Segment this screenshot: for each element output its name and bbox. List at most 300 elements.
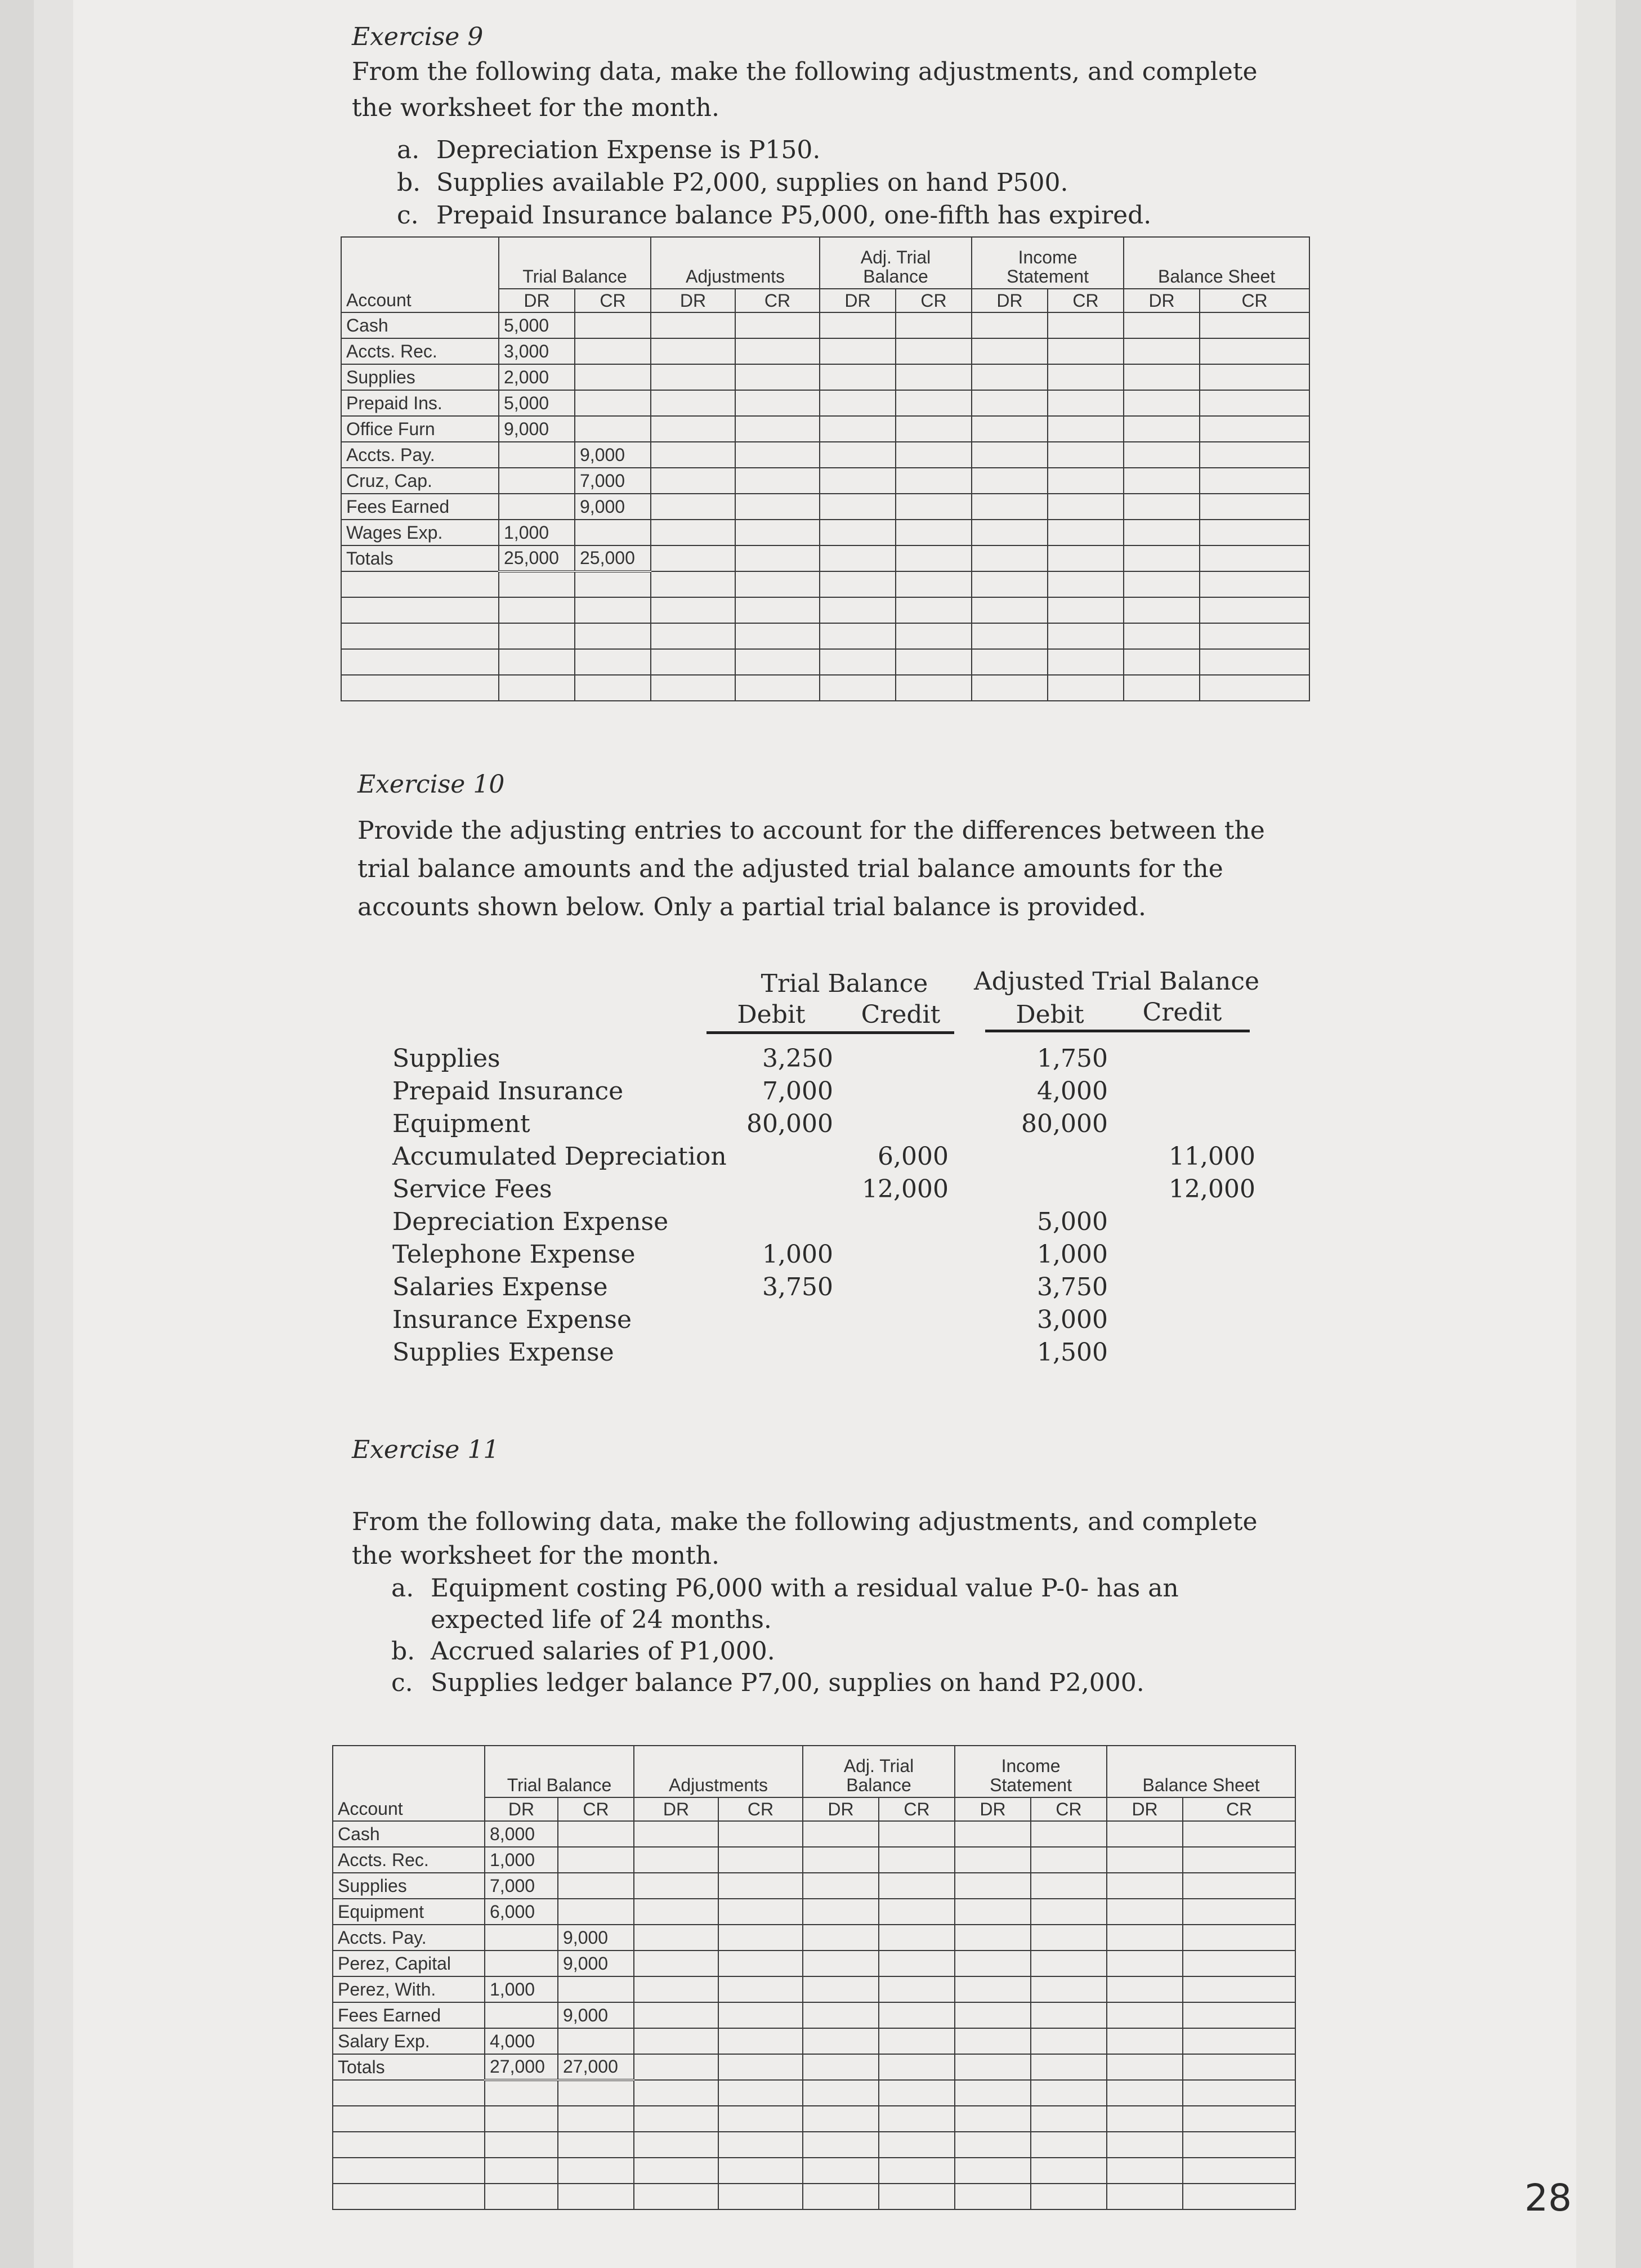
account-name: Service Fees (392, 1175, 552, 1204)
empty-cell (1048, 442, 1124, 468)
empty-cell (879, 2132, 955, 2158)
tb-debit-value: 7,000 (762, 1077, 833, 1106)
empty-cell (718, 1899, 803, 1925)
atb-debit-value: 5,000 (1037, 1207, 1108, 1236)
atb-credit-value: 12,000 (1169, 1175, 1255, 1204)
empty-cell (896, 494, 972, 520)
empty-cell (879, 2158, 955, 2184)
page-left-edge (34, 0, 73, 2268)
empty-cell (718, 1951, 803, 1976)
empty-cell (558, 2132, 634, 2158)
trial-dr-cell: 1,000 (485, 1976, 558, 2002)
cr-header: CR (1183, 1797, 1295, 1821)
trial-cr-cell (558, 1847, 634, 1873)
empty-cell (718, 1821, 803, 1847)
blank-row (333, 2080, 1295, 2106)
empty-cell (896, 597, 972, 623)
empty-cell (955, 1925, 1031, 1951)
empty-cell (1107, 2028, 1183, 2054)
empty-cell (820, 623, 896, 649)
empty-cell (735, 416, 820, 442)
empty-cell (651, 520, 735, 545)
trial-dr-cell (499, 494, 575, 520)
blank-row (341, 571, 1309, 597)
empty-cell (341, 675, 499, 701)
empty-cell (803, 2158, 879, 2184)
table-row (333, 1925, 1295, 1951)
empty-cell (1031, 1847, 1107, 1873)
empty-cell (735, 571, 820, 597)
empty-cell (955, 1951, 1031, 1976)
empty-cell (558, 2184, 634, 2209)
empty-cell (820, 338, 896, 364)
trial-dr-cell: 8,000 (485, 1821, 558, 1847)
empty-cell (718, 2028, 803, 2054)
adjustments-header: Adjustments (634, 1746, 803, 1797)
empty-cell (499, 649, 575, 675)
empty-cell (1031, 2158, 1107, 2184)
empty-cell (341, 649, 499, 675)
trial-cr-cell: 27,000 (558, 2054, 634, 2080)
empty-cell (1107, 2054, 1183, 2080)
trial-dr-cell (485, 1951, 558, 1976)
blank-row (333, 2106, 1295, 2132)
balance-sheet-header: Balance Sheet (1124, 237, 1309, 289)
empty-cell (955, 2054, 1031, 2080)
empty-cell (820, 520, 896, 545)
empty-cell (333, 2106, 485, 2132)
table-row (341, 520, 1309, 545)
empty-cell (1107, 2080, 1183, 2106)
trial-dr-cell (485, 1925, 558, 1951)
empty-cell (735, 545, 820, 571)
table-row (333, 1899, 1295, 1925)
empty-cell (1124, 494, 1200, 520)
balance-sheet-header: Balance Sheet (1107, 1746, 1295, 1797)
empty-cell (1183, 2028, 1295, 2054)
tb-credit-header: Credit (861, 1000, 941, 1029)
account-cell: Office Furn (341, 416, 499, 442)
empty-cell (1031, 2080, 1107, 2106)
income-statement-header (972, 237, 1124, 289)
empty-cell (896, 571, 972, 597)
trial-balance-header: Trial Balance (485, 1746, 634, 1797)
cr-header: CR (1048, 289, 1124, 312)
empty-cell (820, 675, 896, 701)
page-number: 28 (1524, 2176, 1572, 2220)
empty-cell (718, 1976, 803, 2002)
empty-cell (735, 520, 820, 545)
trial-dr-cell (499, 468, 575, 494)
empty-cell (1031, 2002, 1107, 2028)
atb-debit-value: 1,000 (1037, 1240, 1108, 1269)
trial-dr-cell: 7,000 (485, 1873, 558, 1899)
empty-cell (972, 623, 1048, 649)
empty-cell (1124, 520, 1200, 545)
empty-cell (879, 1873, 955, 1899)
empty-cell (1183, 1847, 1295, 1873)
empty-cell (955, 1976, 1031, 2002)
empty-cell (1200, 468, 1309, 494)
empty-cell (634, 1847, 718, 1873)
empty-cell (575, 571, 651, 597)
empty-cell (972, 390, 1048, 416)
table-row (333, 2002, 1295, 2028)
empty-cell (1183, 2106, 1295, 2132)
empty-cell (803, 2132, 879, 2158)
tb-credit-value: 6,000 (878, 1142, 949, 1171)
empty-cell (955, 2002, 1031, 2028)
empty-cell (333, 2158, 485, 2184)
empty-cell (1183, 2054, 1295, 2080)
empty-cell (1124, 338, 1200, 364)
exercise-10-title: Exercise 10 (357, 770, 505, 799)
empty-cell (485, 2080, 558, 2106)
empty-cell (896, 675, 972, 701)
empty-cell (972, 364, 1048, 390)
exercise-9-worksheet (341, 236, 1310, 701)
instruction-line: the worksheet for the month. (352, 93, 719, 122)
trial-dr-cell: 2,000 (499, 364, 575, 390)
page-right-edge (1576, 0, 1616, 2268)
empty-cell (955, 1821, 1031, 1847)
cr-header: CR (575, 289, 651, 312)
blank-row (333, 2184, 1295, 2209)
table-row (341, 338, 1309, 364)
trial-cr-cell: 7,000 (575, 468, 651, 494)
cr-header: CR (735, 289, 820, 312)
empty-cell (879, 1899, 955, 1925)
empty-cell (333, 2080, 485, 2106)
empty-cell (634, 2106, 718, 2132)
empty-cell (1183, 1873, 1295, 1899)
empty-cell (634, 1821, 718, 1847)
empty-cell (1200, 494, 1309, 520)
tb-credit-value: 12,000 (862, 1175, 949, 1204)
empty-cell (1048, 312, 1124, 338)
table-row (333, 1847, 1295, 1873)
empty-cell (879, 2106, 955, 2132)
atb-debit-header: Debit (1016, 1000, 1084, 1029)
empty-cell (820, 416, 896, 442)
empty-cell (634, 1899, 718, 1925)
empty-cell (896, 338, 972, 364)
empty-cell (1031, 1951, 1107, 1976)
account-cell: Prepaid Ins. (341, 390, 499, 416)
empty-cell (575, 675, 651, 701)
account-name: Accumulated Depreciation (392, 1142, 727, 1171)
empty-cell (879, 1925, 955, 1951)
empty-cell (651, 468, 735, 494)
empty-cell (1107, 2002, 1183, 2028)
dr-header: DR (651, 289, 735, 312)
table-row (333, 1873, 1295, 1899)
empty-cell (634, 2158, 718, 2184)
dr-header: DR (634, 1797, 718, 1821)
table-row (333, 2054, 1295, 2080)
account-cell: Accts. Rec. (333, 1847, 485, 1873)
worksheet-header-row (341, 237, 1309, 289)
empty-cell (485, 2184, 558, 2209)
trial-cr-cell (575, 364, 651, 390)
empty-cell (955, 2080, 1031, 2106)
atb-debit-value: 3,750 (1037, 1273, 1108, 1301)
empty-cell (803, 2106, 879, 2132)
account-cell: Salary Exp. (333, 2028, 485, 2054)
empty-cell (879, 1951, 955, 1976)
empty-cell (972, 494, 1048, 520)
account-cell: Supplies (341, 364, 499, 390)
empty-cell (1124, 364, 1200, 390)
empty-cell (651, 545, 735, 571)
page-sheet (34, 0, 1616, 2268)
account-cell: Fees Earned (333, 2002, 485, 2028)
empty-cell (972, 545, 1048, 571)
empty-cell (499, 597, 575, 623)
table-row (333, 1951, 1295, 1976)
trial-dr-cell: 27,000 (485, 2054, 558, 2080)
trial-cr-cell (558, 1821, 634, 1847)
empty-cell (1124, 312, 1200, 338)
empty-cell (499, 675, 575, 701)
empty-cell (1031, 1976, 1107, 2002)
empty-cell (1124, 442, 1200, 468)
empty-cell (1107, 1976, 1183, 2002)
empty-cell (803, 2080, 879, 2106)
blank-row (341, 649, 1309, 675)
empty-cell (341, 623, 499, 649)
empty-cell (1200, 675, 1309, 701)
empty-cell (651, 338, 735, 364)
empty-cell (879, 1847, 955, 1873)
adj-trial-balance-header (820, 237, 972, 289)
adjustments-header: Adjustments (651, 237, 820, 289)
empty-cell (575, 649, 651, 675)
cr-header: CR (718, 1797, 803, 1821)
empty-cell (1107, 1899, 1183, 1925)
empty-cell (1124, 545, 1200, 571)
account-name: Supplies Expense (392, 1338, 614, 1367)
empty-cell (896, 649, 972, 675)
account-header: Account (341, 237, 499, 312)
empty-cell (1048, 494, 1124, 520)
exercise-10-instructions (357, 812, 1265, 927)
tb-debit-value: 3,750 (762, 1273, 833, 1301)
empty-cell (896, 520, 972, 545)
empty-cell (1048, 649, 1124, 675)
empty-cell (1031, 2028, 1107, 2054)
empty-cell (1183, 2002, 1295, 2028)
empty-cell (896, 442, 972, 468)
empty-cell (1200, 338, 1309, 364)
empty-cell (1031, 2106, 1107, 2132)
empty-cell (1048, 390, 1124, 416)
empty-cell (879, 2028, 955, 2054)
trial-dr-cell: 3,000 (499, 338, 575, 364)
empty-cell (1124, 675, 1200, 701)
item-b: b. Accrued salaries of P1,000. (391, 1637, 775, 1666)
atb-debit-value: 80,000 (1021, 1110, 1108, 1138)
account-cell: Wages Exp. (341, 520, 499, 545)
empty-cell (972, 597, 1048, 623)
trial-balance-header: Trial Balance (761, 969, 928, 998)
instruction-line: accounts shown below. Only a partial trial balance is provided. (357, 893, 1146, 921)
empty-cell (1031, 1899, 1107, 1925)
empty-cell (1048, 520, 1124, 545)
trial-dr-cell: 1,000 (499, 520, 575, 545)
trial-balance-rule (707, 1031, 954, 1034)
empty-cell (803, 2054, 879, 2080)
empty-cell (1183, 2132, 1295, 2158)
empty-cell (718, 2184, 803, 2209)
trial-cr-cell: 9,000 (558, 1951, 634, 1976)
account-cell: Cash (341, 312, 499, 338)
empty-cell (955, 2028, 1031, 2054)
dr-header: DR (1107, 1797, 1183, 1821)
trial-balance-header: Trial Balance (499, 237, 651, 289)
empty-cell (820, 545, 896, 571)
empty-cell (972, 442, 1048, 468)
empty-cell (485, 2158, 558, 2184)
empty-cell (955, 1899, 1031, 1925)
empty-cell (499, 571, 575, 597)
empty-cell (1124, 623, 1200, 649)
exercise-9-title: Exercise 9 (352, 23, 484, 51)
empty-cell (1107, 2132, 1183, 2158)
tb-debit-value: 1,000 (762, 1240, 833, 1269)
empty-cell (1107, 1847, 1183, 1873)
cr-header: CR (558, 1797, 634, 1821)
instruction-line: From the following data, make the following adjustments, and complete (352, 1507, 1258, 1536)
empty-cell (972, 312, 1048, 338)
atb-credit-value: 11,000 (1169, 1142, 1255, 1171)
account-name: Salaries Expense (392, 1273, 608, 1301)
empty-cell (820, 390, 896, 416)
empty-cell (879, 2054, 955, 2080)
empty-cell (820, 597, 896, 623)
dr-header: DR (1124, 289, 1200, 312)
blank-row (341, 597, 1309, 623)
empty-cell (634, 1976, 718, 2002)
empty-cell (735, 675, 820, 701)
trial-dr-cell: 9,000 (499, 416, 575, 442)
empty-cell (1124, 571, 1200, 597)
empty-cell (634, 2054, 718, 2080)
cr-header: CR (879, 1797, 955, 1821)
empty-cell (820, 364, 896, 390)
empty-cell (1124, 649, 1200, 675)
empty-cell (972, 675, 1048, 701)
empty-cell (820, 312, 896, 338)
atb-debit-value: 1,500 (1037, 1338, 1108, 1367)
empty-cell (972, 468, 1048, 494)
empty-cell (820, 649, 896, 675)
trial-cr-cell (575, 338, 651, 364)
account-cell: Accts. Rec. (341, 338, 499, 364)
empty-cell (955, 2158, 1031, 2184)
empty-cell (803, 1925, 879, 1951)
header-line: Adj. Trial (860, 247, 931, 267)
empty-cell (651, 494, 735, 520)
empty-cell (634, 1951, 718, 1976)
empty-cell (1183, 1899, 1295, 1925)
empty-cell (972, 416, 1048, 442)
trial-cr-cell (575, 416, 651, 442)
header-line: Balance (846, 1775, 911, 1795)
empty-cell (1124, 390, 1200, 416)
atb-debit-value: 1,750 (1037, 1044, 1108, 1073)
empty-cell (735, 338, 820, 364)
empty-cell (955, 1847, 1031, 1873)
table-row (333, 1821, 1295, 1847)
worksheet-header-row (333, 1746, 1295, 1797)
empty-cell (1200, 649, 1309, 675)
empty-cell (803, 1873, 879, 1899)
empty-cell (972, 520, 1048, 545)
empty-cell (735, 312, 820, 338)
empty-cell (1124, 416, 1200, 442)
header-line: Income (1001, 1756, 1061, 1776)
empty-cell (735, 364, 820, 390)
empty-cell (735, 442, 820, 468)
trial-dr-cell (485, 2002, 558, 2028)
empty-cell (651, 416, 735, 442)
empty-cell (341, 571, 499, 597)
empty-cell (896, 364, 972, 390)
trial-cr-cell: 9,000 (558, 1925, 634, 1951)
empty-cell (651, 597, 735, 623)
account-header: Account (333, 1746, 485, 1821)
item-a: a. Depreciation Expense is P150. (397, 136, 821, 164)
empty-cell (735, 468, 820, 494)
empty-cell (651, 312, 735, 338)
empty-cell (735, 597, 820, 623)
cr-header: CR (1200, 289, 1309, 312)
header-line: Adj. Trial (843, 1756, 914, 1776)
trial-dr-cell: 5,000 (499, 312, 575, 338)
empty-cell (972, 338, 1048, 364)
dr-header: DR (485, 1797, 558, 1821)
header-line: Statement (1007, 266, 1089, 287)
empty-cell (1200, 623, 1309, 649)
empty-cell (1107, 1951, 1183, 1976)
account-cell: Accts. Pay. (333, 1925, 485, 1951)
empty-cell (1031, 2184, 1107, 2209)
account-cell: Perez, With. (333, 1976, 485, 2002)
tb-debit-value: 3,250 (762, 1044, 833, 1073)
empty-cell (651, 364, 735, 390)
atb-debit-value: 3,000 (1037, 1305, 1108, 1334)
empty-cell (558, 2106, 634, 2132)
empty-cell (955, 2132, 1031, 2158)
trial-cr-cell (575, 520, 651, 545)
table-row (341, 494, 1309, 520)
table-row (333, 2028, 1295, 2054)
empty-cell (718, 1847, 803, 1873)
empty-cell (718, 2132, 803, 2158)
empty-cell (1124, 597, 1200, 623)
empty-cell (803, 2184, 879, 2209)
empty-cell (820, 442, 896, 468)
empty-cell (341, 597, 499, 623)
empty-cell (634, 1925, 718, 1951)
empty-cell (1200, 442, 1309, 468)
empty-cell (1107, 1821, 1183, 1847)
exercise-11-instructions (352, 1505, 1258, 1573)
adj-trial-balance-header (803, 1746, 955, 1797)
atb-debit-value: 4,000 (1037, 1077, 1108, 1106)
empty-cell (803, 1899, 879, 1925)
